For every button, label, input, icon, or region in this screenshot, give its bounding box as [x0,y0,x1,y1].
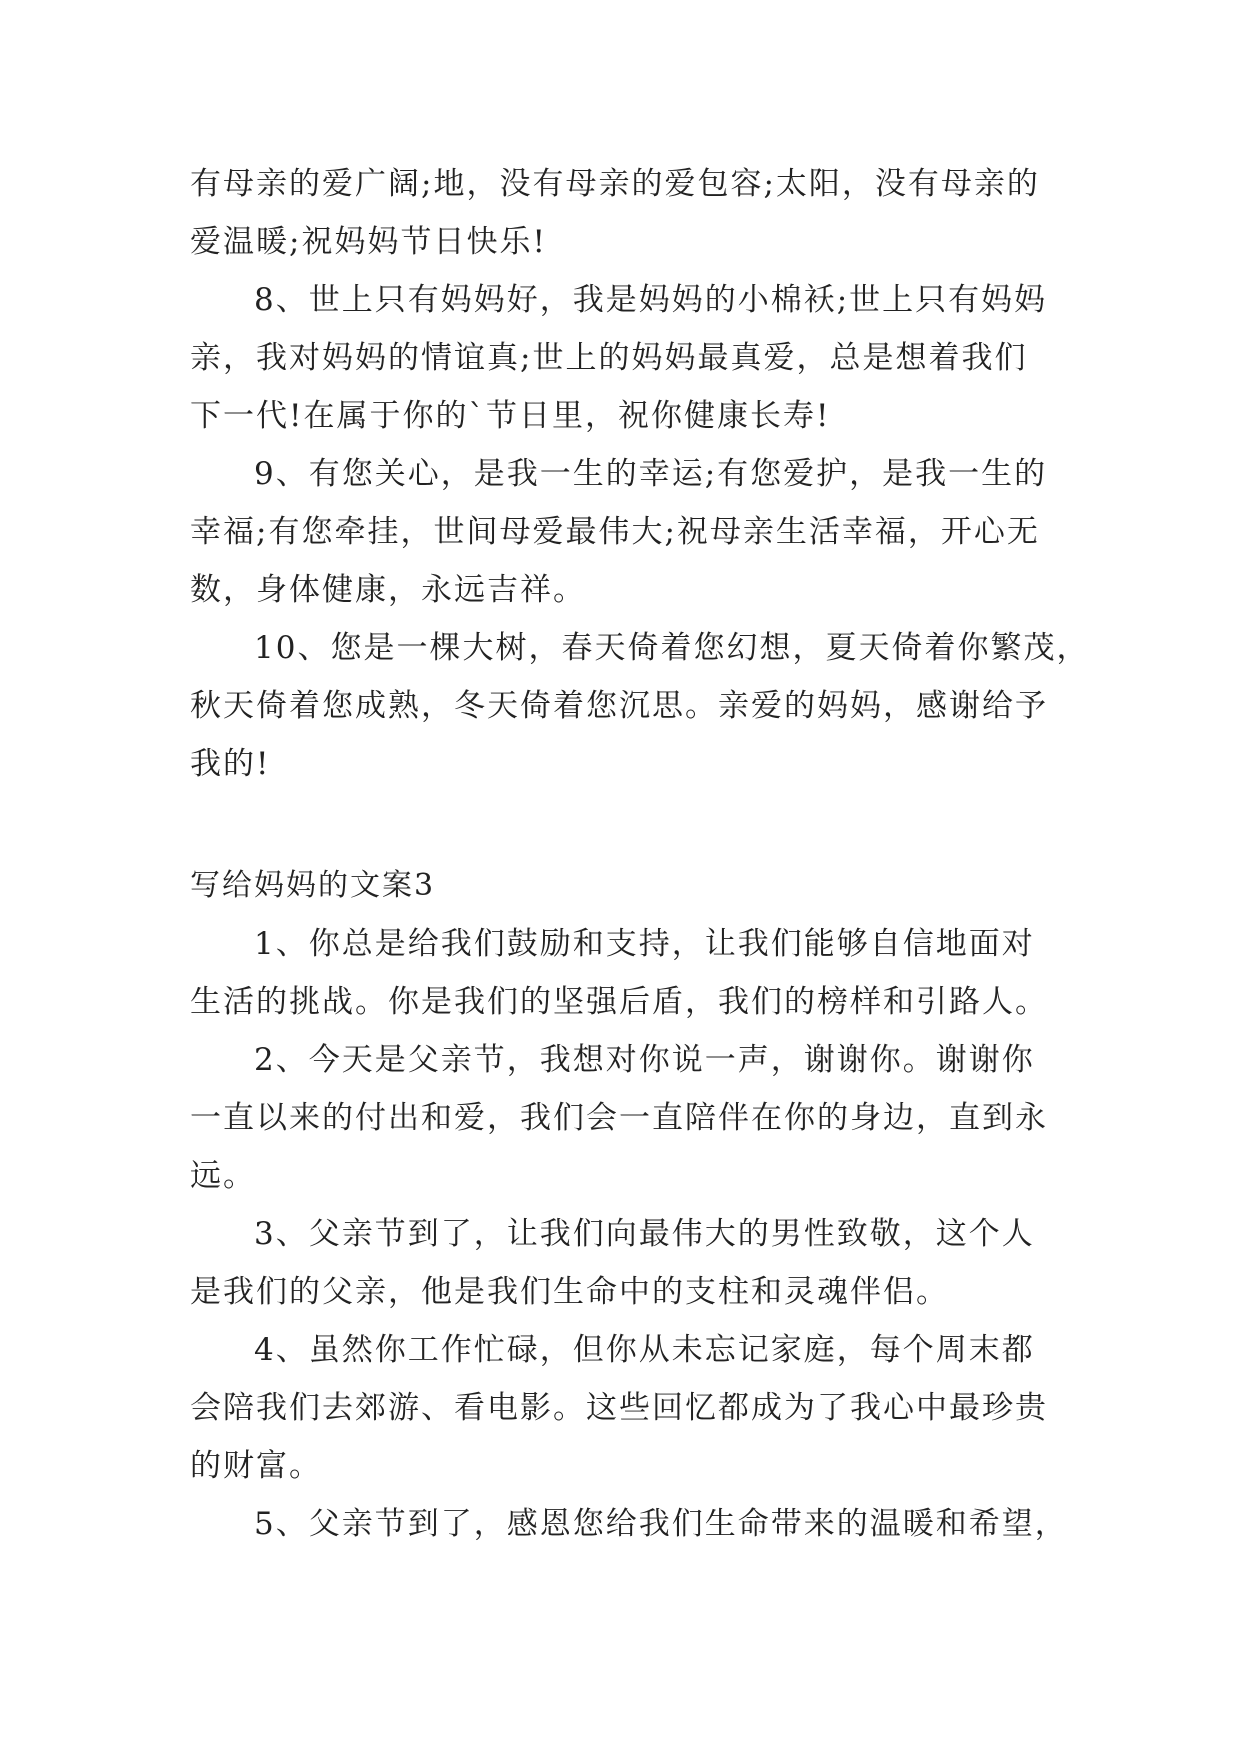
paragraph-item-10 [190,619,1090,793]
text-line: 10、您是一棵大树，春天倚着您幻想，夏天倚着你繁茂， [254,630,1090,666]
paragraph-item-9 [190,445,1060,619]
text-line: 幸福;有您牵挂，世间母爱最伟大;祝母亲生活幸福，开心无 [190,514,1040,550]
text-line: 一直以来的付出和爱，我们会一直陪伴在你的身边，直到永 [190,1100,1048,1136]
paragraph-s3-item-4 [190,1321,1060,1495]
section-title: 写给妈妈的文案3 [190,868,436,903]
text-line: 远。 [190,1158,256,1194]
text-line: 2、今天是父亲节，我想对你说一声，谢谢你。谢谢你 [254,1042,1035,1078]
text-line: 下一代!在属于你的`节日里，祝你健康长寿! [190,398,831,434]
text-line: 秋天倚着您成熟，冬天倚着您沉思。亲爱的妈妈，感谢给予 [190,688,1048,724]
text-line: 有母亲的爱广阔;地，没有母亲的爱包容;太阳，没有母亲的 [190,166,1040,202]
text-line: 是我们的父亲，他是我们生命中的支柱和灵魂伴侣。 [190,1274,949,1310]
text-line: 5、父亲节到了，感恩您给我们生命带来的温暖和希望， [254,1506,1068,1542]
text-line: 生活的挑战。你是我们的坚强后盾，我们的榜样和引路人。 [190,984,1048,1020]
text-line: 亲，我对妈妈的情谊真;世上的妈妈最真爱，总是想着我们 [190,340,1028,376]
paragraph-item-8 [190,271,1060,445]
text-line: 1、你总是给我们鼓励和支持，让我们能够自信地面对 [254,926,1035,962]
paragraph-continued [190,155,1060,271]
paragraph-s3-item-2 [190,1031,1060,1205]
section-spacer [190,793,1060,857]
text-line: 数，身体健康，永远吉祥。 [190,572,586,608]
text-line: 3、父亲节到了，让我们向最伟大的男性致敬，这个人 [254,1216,1035,1252]
paragraph-s3-item-5 [190,1495,1068,1553]
text-line: 9、有您关心，是我一生的幸运;有您爱护，是我一生的 [254,456,1048,492]
document-page [190,155,1090,1553]
paragraph-s3-item-1 [190,915,1060,1031]
text-line: 4、虽然你工作忙碌，但你从未忘记家庭，每个周末都 [254,1332,1035,1368]
text-line: 会陪我们去郊游、看电影。这些回忆都成为了我心中最珍贵 [190,1390,1048,1426]
paragraph-s3-item-3 [190,1205,1060,1321]
text-line: 的财富。 [190,1448,322,1484]
text-line: 8、世上只有妈妈好，我是妈妈的小棉袄;世上只有妈妈 [254,282,1048,318]
text-line: 我的! [190,746,271,782]
text-line: 爱温暖;祝妈妈节日快乐! [190,224,547,260]
